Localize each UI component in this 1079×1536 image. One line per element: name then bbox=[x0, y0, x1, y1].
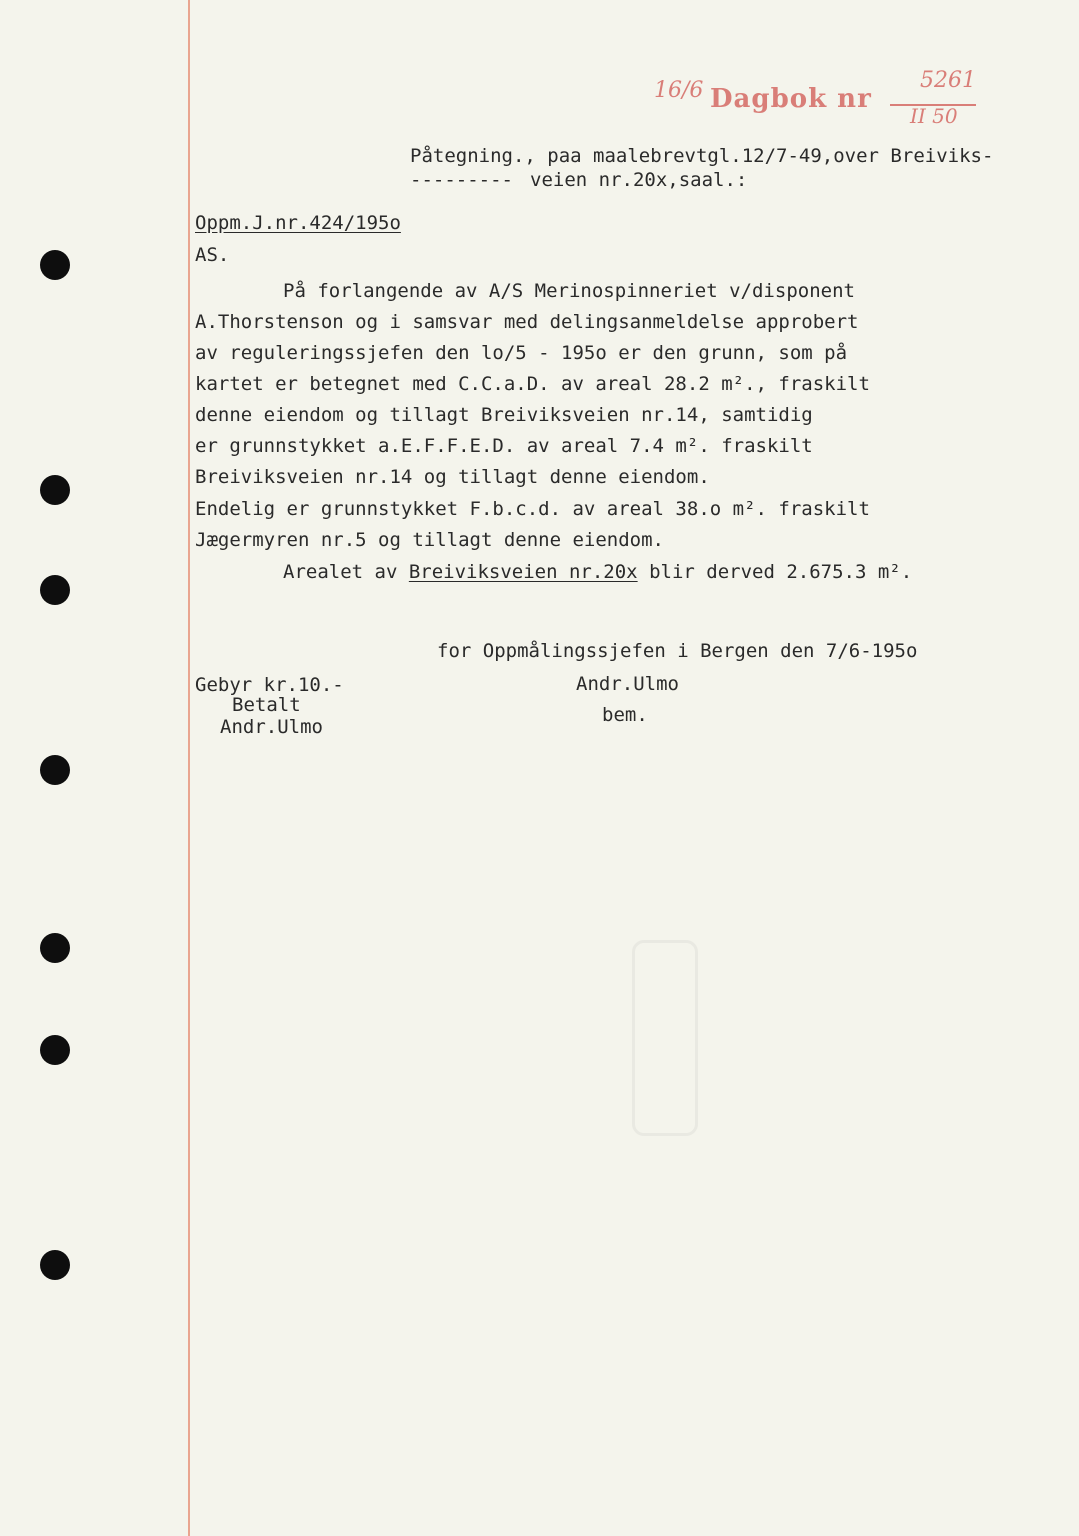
punch-hole bbox=[40, 575, 70, 605]
fee-signed-by: Andr.Ulmo bbox=[220, 716, 323, 738]
header-dashes: --------- bbox=[410, 169, 513, 191]
margin-rule bbox=[188, 0, 190, 1536]
signature-note: bem. bbox=[602, 704, 648, 726]
punch-hole bbox=[40, 1035, 70, 1065]
stamp-number: 5261 bbox=[920, 68, 976, 93]
body-line: kartet er betegnet med C.C.a.D. av areal 28.2 m²., fraskilt bbox=[195, 373, 870, 395]
signature-name: Andr.Ulmo bbox=[576, 673, 679, 695]
fee-status: Betalt bbox=[232, 694, 301, 716]
body-line: Jægermyren nr.5 og tillagt denne eiendom. bbox=[195, 529, 664, 551]
body-line: er grunnstykket a.E.F.F.E.D. av areal 7.4 m². fraskilt bbox=[195, 435, 813, 457]
body-line: denne eiendom og tillagt Breiviksveien nr.14, samtidig bbox=[195, 404, 813, 426]
signature-line: for Oppmålingssjefen i Bergen den 7/6-195o bbox=[437, 640, 918, 662]
body-line: Endelig er grunnstykket F.b.c.d. av areal 38.o m². fraskilt bbox=[195, 498, 870, 520]
property-name: Breiviksveien nr.20x bbox=[408, 561, 638, 583]
area-suffix: blir derved 2.675.3 m². bbox=[637, 561, 913, 583]
body-line: På forlangende av A/S Merinospinneriet v/disponent bbox=[283, 280, 855, 302]
punch-hole bbox=[40, 475, 70, 505]
fee-amount: Gebyr kr.10.- bbox=[195, 674, 344, 696]
header-line-2: veien nr.20x,saal.: bbox=[530, 169, 748, 191]
initials: AS. bbox=[195, 244, 230, 266]
punch-hole bbox=[40, 1250, 70, 1280]
punch-hole bbox=[40, 755, 70, 785]
stamp-date: 16/6 bbox=[654, 78, 704, 103]
stamp-year: II 50 bbox=[910, 104, 958, 128]
header-line-1: Påtegning., paa maalebrevtgl.12/7-49,over Breiviks- bbox=[410, 145, 994, 167]
stamp-label: Dagbok nr bbox=[710, 84, 872, 114]
punch-hole bbox=[40, 250, 70, 280]
punch-hole bbox=[40, 933, 70, 963]
body-line: A.Thorstenson og i samsvar med delingsanmeldelse approbert bbox=[195, 311, 859, 333]
area-total-line bbox=[283, 563, 912, 582]
show-through-mark bbox=[632, 940, 698, 1136]
journal-number: Oppm.J.nr.424/195o bbox=[195, 212, 401, 234]
body-line: av reguleringssjefen den lo/5 - 195o er den grunn, som på bbox=[195, 342, 848, 364]
area-prefix: Arealet av bbox=[283, 561, 409, 583]
body-line: Breiviksveien nr.14 og tillagt denne eiendom. bbox=[195, 466, 710, 488]
